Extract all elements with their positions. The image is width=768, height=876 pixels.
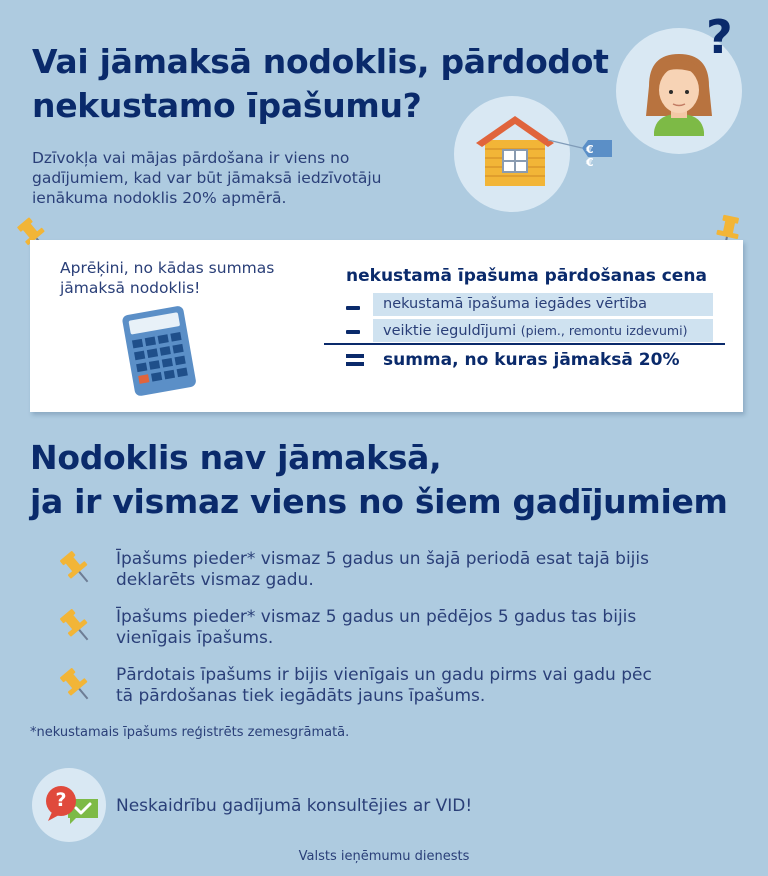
page-title-line1: Vai jāmaksā nodoklis, pārdodot xyxy=(32,42,609,81)
minus-icon xyxy=(346,330,360,334)
question-mark-icon: ? xyxy=(55,789,67,811)
list-item xyxy=(116,607,696,649)
formula-divider xyxy=(324,343,725,345)
list-item-line1: Īpašums pieder* vismaz 5 gadus un pēdējos 5 gadus tas bijis xyxy=(116,607,637,627)
list-item-line2: vienīgais īpašums. xyxy=(116,628,274,648)
calculation-note xyxy=(60,258,310,298)
equals-icon xyxy=(346,354,364,358)
list-item-line1: Īpašums pieder* vismaz 5 gadus un šajā periodā esat tajā bijis xyxy=(116,549,649,569)
footnote: *nekustamais īpašums reģistrēts zemesgrāmatā. xyxy=(30,725,350,740)
list-item xyxy=(116,665,696,707)
calculation-note-line2: jāmaksā nodoklis! xyxy=(60,279,201,297)
pin-icon xyxy=(56,548,96,588)
intro-line2: gadījumiem, kad var būt jāmaksā iedzīvotāju xyxy=(32,169,382,187)
minus-icon xyxy=(346,306,360,310)
exemptions-heading-line1: Nodoklis nav jāmaksā, xyxy=(30,438,442,477)
footer-org: Valsts ieņēmumu dienests xyxy=(298,849,470,864)
pin-icon xyxy=(56,606,96,646)
calculation-card xyxy=(30,240,743,412)
calculation-note-line1: Aprēķini, no kādas summas xyxy=(60,259,275,277)
house-icon xyxy=(454,96,624,212)
formula-row-investments-label: veiktie ieguldījumi xyxy=(383,323,517,339)
intro-line3: ienākuma nodoklis 20% apmērā. xyxy=(32,189,287,207)
list-item-line2: tā pārdošanas tiek iegādāts jauns īpašums. xyxy=(116,686,486,706)
formula-heading: nekustamā īpašuma pārdošanas cena xyxy=(346,266,707,286)
exemptions-heading-line2: ja ir vismaz viens no šiem gadījumiem xyxy=(30,482,728,521)
page-title-line2: nekustamo īpašumu? xyxy=(32,86,422,125)
question-mark-icon: ? xyxy=(706,10,733,64)
formula-row-purchase-value-label: nekustamā īpašuma iegādes vērtība xyxy=(383,296,648,312)
formula-row-purchase-value xyxy=(373,293,713,316)
contact-illustration xyxy=(32,768,106,842)
intro-text xyxy=(32,148,432,208)
contact-text: Neskaidrību gadījumā konsultējies ar VID! xyxy=(116,796,473,816)
pin-icon xyxy=(56,665,96,705)
house-illustration xyxy=(454,96,594,212)
formula-result: summa, no kuras jāmaksā 20% xyxy=(383,350,680,370)
formula-row-investments-note: (piem., remontu izdevumi) xyxy=(520,323,688,338)
price-tag-label: €€ xyxy=(586,143,594,169)
exemptions-heading xyxy=(30,436,750,524)
list-item-line2: deklarēts vismaz gadu. xyxy=(116,570,314,590)
intro-line1: Dzīvokļa vai mājas pārdošana ir viens no xyxy=(32,149,350,167)
list-item-line1: Pārdotais īpašums ir bijis vienīgais un gadu pirms vai gadu pēc xyxy=(116,665,652,685)
equals-icon-lower xyxy=(346,362,364,366)
calculator-icon xyxy=(116,302,202,398)
list-item xyxy=(116,549,696,591)
formula-row-investments xyxy=(373,319,713,342)
